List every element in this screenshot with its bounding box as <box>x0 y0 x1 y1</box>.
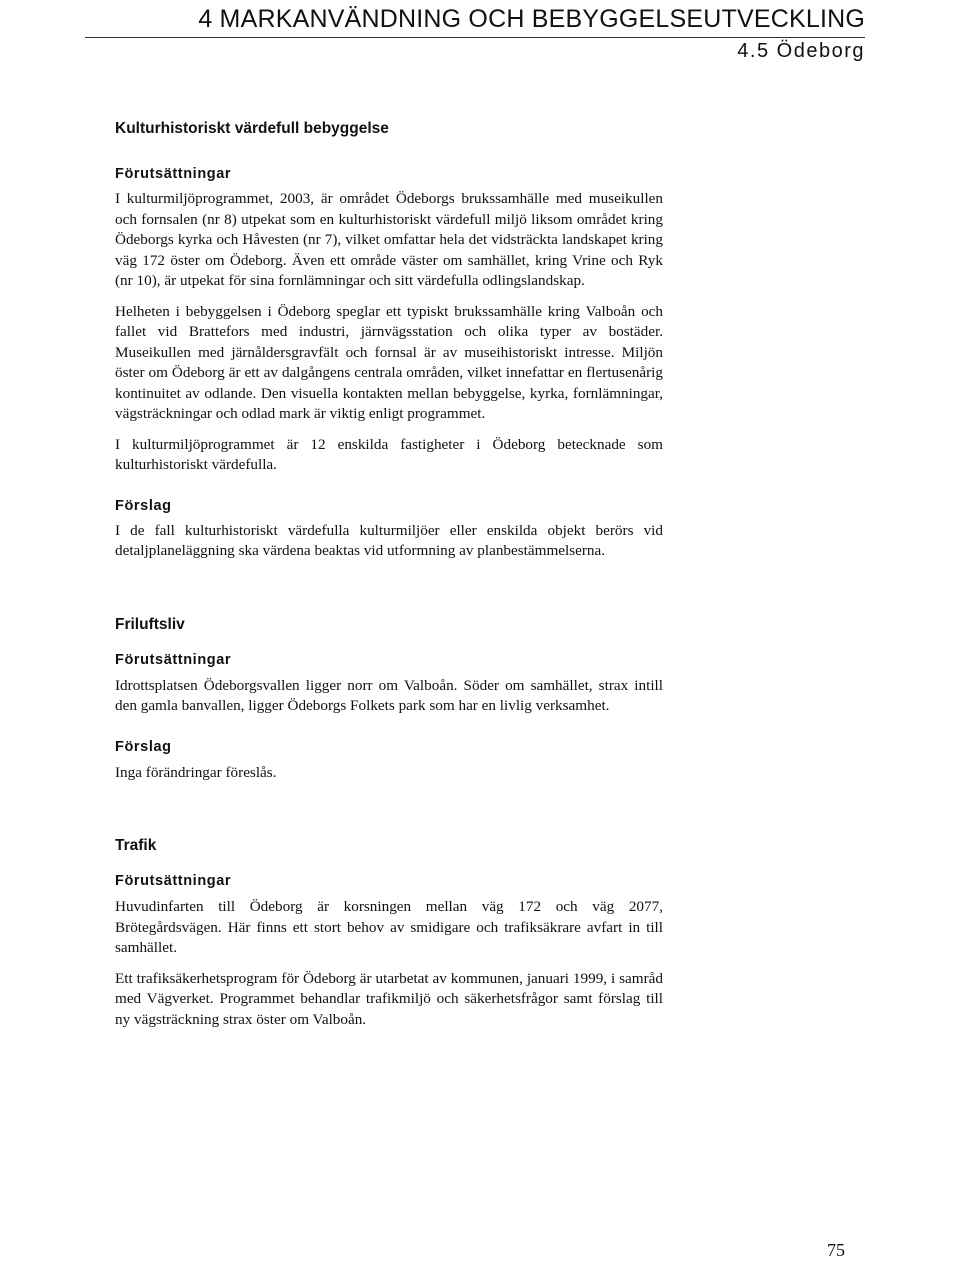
section-heading: Kulturhistoriskt värdefull bebyggelse <box>115 120 389 137</box>
section-subtitle: 4.5 Ödeborg <box>737 40 865 62</box>
body-paragraph: I de fall kulturhistoriskt värdefulla kulturmiljöer eller enskilda objekt berörs vid detaljplaneläggning ska värdena beaktas vid utformning av planbestämmelserna. <box>115 521 663 559</box>
body-paragraph: I kulturmiljöprogrammet är 12 enskilda fastigheter i Ödeborg betecknade som kulturhistoriskt värdefulla. <box>115 435 663 473</box>
section-heading: Friluftsliv <box>115 615 185 633</box>
body-paragraph: Ett trafiksäkerhetsprogram för Ödeborg är utarbetat av kommunen, januari 1999, i samråd med Vägverket. Programmet behandlar trafikmiljö och säkerhetsfrågor samt förslag till ny vägsträckning strax öster om Valboån. <box>115 969 663 1028</box>
body-paragraph: Huvudinfarten till Ödeborg är korsningen mellan väg 172 och väg 2077, Brötegårdsvägen. Här finns ett stort behov av smidigare och trafiksäkrare avfart in till samhället. <box>115 898 663 956</box>
page-number: 75 <box>827 1240 845 1260</box>
forutsattningar-heading: Förutsättningar <box>115 166 232 182</box>
body-paragraph: Inga förändringar föreslås. <box>115 763 277 781</box>
forslag-heading: Förslag <box>115 738 172 755</box>
forutsattningar-heading: Förutsättningar <box>115 651 232 668</box>
forutsattningar-heading: Förutsättningar <box>115 873 232 889</box>
forslag-heading: Förslag <box>115 497 172 514</box>
page-header <box>85 0 865 64</box>
body-paragraph: Idrottsplatsen Ödeborgsvallen ligger norr om Valboån. Söder om samhället, strax intill den gamla banvallen, ligger Ödeborgs Folkets park som har en livlig verksamhet. <box>115 676 663 714</box>
section-kulturhistoriskt <box>115 118 663 562</box>
body-paragraph: Helheten i bebyggelsen i Ödeborg speglar ett typiskt brukssamhälle kring Valboån och fallet vid Brattefors med industri, järnvägsstation och olika typer av bostäder. Museikullen med järnåldersgravfält och fornsal är av museihistoriskt intresse. Miljön öster om Ödeborg är ett av dalgångens centrala områden, vilket innefattar en flertusenårig kontinuitet av odlande. Den visuella kontakten mellan bebyggelse, kyrka, fornlämningar, vägsträckningar och odlad mark är viktig enligt programmet. <box>115 302 663 422</box>
chapter-title: 4 MARKANVÄNDNING OCH BEBYGGELSEUTVECKLING <box>198 5 865 33</box>
body-paragraph: I kulturmiljöprogrammet, 2003, är området Ödeborgs brukssamhälle med museikullen och fornsalen (nr 8) utpekat som en kulturhistoriskt värdefull miljö liksom området kring Ödeborgs kyrka och Håvesten (nr 7), vilket omfattar hela det vidsträckta landskapet kring väg 172 öster om Ödeborg. Även ett område väster om samhället, kring Vrine och Ryk (nr 10), är utpekat för sina fornlämningar och sitt värdefulla odlingslandskap. <box>115 190 663 289</box>
main-content <box>115 118 663 1030</box>
section-heading: Trafik <box>115 837 157 854</box>
section-trafik <box>115 835 663 1030</box>
section-friluftsliv <box>115 614 663 784</box>
